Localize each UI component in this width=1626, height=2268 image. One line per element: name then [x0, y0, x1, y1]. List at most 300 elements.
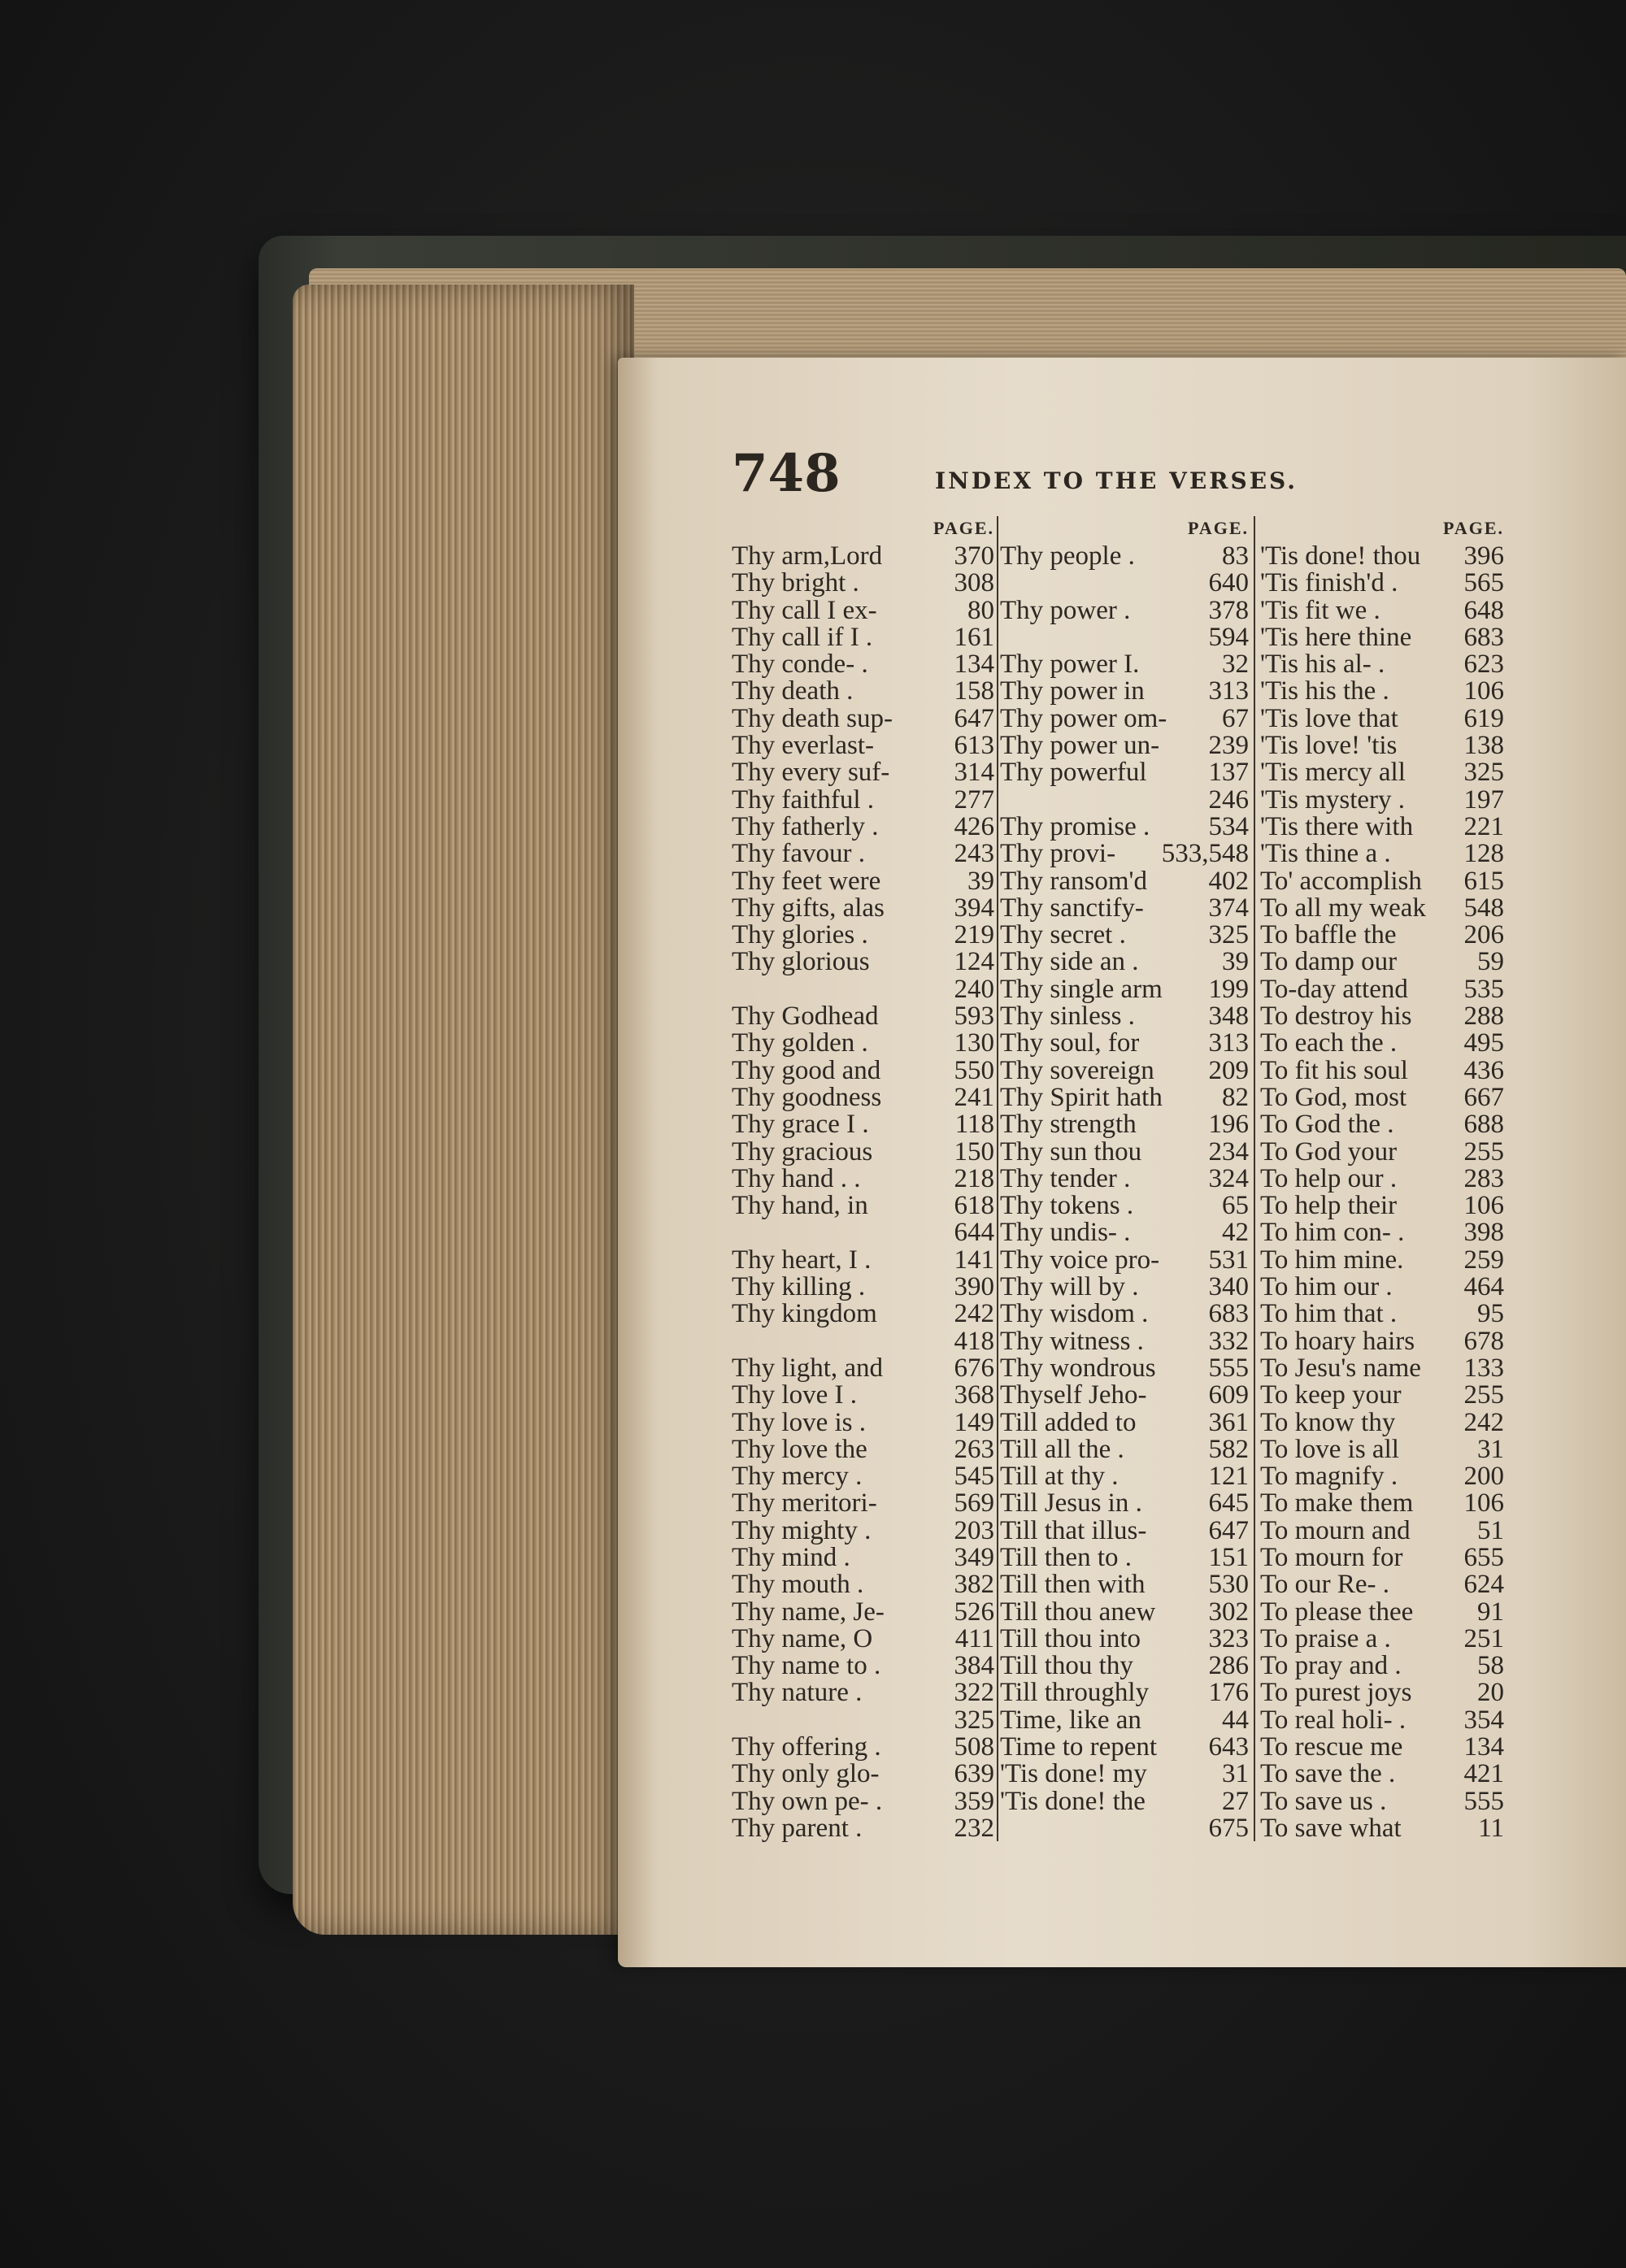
entry-page: 325: [954, 1705, 994, 1735]
book-page: [618, 358, 1626, 1967]
index-entry: [732, 841, 994, 867]
entry-page: 426: [954, 811, 994, 841]
entry-text: Thy will by .: [1000, 1274, 1139, 1301]
index-entry: [1000, 1301, 1249, 1327]
index-entry: [1260, 1788, 1504, 1815]
index-entry: [732, 1111, 994, 1138]
entry-text: Thy ransom'd: [1000, 867, 1148, 895]
entry-page: 134: [1463, 1732, 1504, 1762]
index-entry: [1260, 1136, 1504, 1167]
entry-page: 149: [954, 1407, 994, 1437]
entry-text: Thy death sup-: [732, 705, 893, 733]
entry-text: To God, most: [1260, 1084, 1407, 1112]
entry-text: To' accomplish: [1260, 867, 1422, 895]
index-entry: [732, 1490, 994, 1517]
entry-text: Thy people .: [1000, 543, 1135, 571]
entry-page: 436: [1463, 1055, 1504, 1085]
entry-text: Thy every suf-: [732, 759, 890, 787]
entry-text: To all my weak: [1260, 894, 1426, 923]
entry-page: 526: [954, 1597, 994, 1627]
entry-page: 643: [1208, 1732, 1249, 1762]
entry-page: 259: [1463, 1245, 1504, 1275]
entry-text: Thy provi-: [1000, 841, 1116, 868]
entry-page: 67: [1222, 703, 1249, 733]
entry-page: 688: [1463, 1110, 1504, 1140]
index-entry: [1000, 1274, 1249, 1301]
index-entry: [1260, 1815, 1504, 1842]
entry-page: 639: [954, 1759, 994, 1789]
entry-text: Thy power om-: [1000, 705, 1167, 733]
entry-text: Thy parent .: [732, 1814, 863, 1843]
entry-text: To fit his soul: [1260, 1057, 1408, 1084]
entry-text: To purest joys: [1260, 1679, 1412, 1707]
index-entry: [732, 868, 994, 895]
index-entry: [1260, 868, 1504, 895]
entry-text: Thy mighty .: [732, 1517, 872, 1545]
entry-page: 545: [954, 1462, 994, 1492]
entry-page: 138: [1463, 731, 1504, 761]
entry-text: To save what: [1260, 1814, 1402, 1843]
index-entry: [1000, 703, 1249, 733]
entry-page: 582: [1208, 1434, 1249, 1464]
index-entry: [732, 1193, 994, 1219]
entry-text: Till Jesus in .: [1000, 1490, 1142, 1518]
entry-page: 354: [1463, 1705, 1504, 1735]
entry-page: 615: [1463, 866, 1504, 896]
index-entry: [732, 1707, 994, 1734]
index-entry: [732, 1542, 994, 1572]
entry-page: 39: [967, 866, 994, 896]
index-entry: [1000, 976, 1249, 1003]
entry-page: 332: [1208, 1326, 1249, 1356]
index-entry: [1000, 570, 1249, 597]
page-number: 748: [732, 443, 841, 504]
entry-page: 402: [1208, 866, 1249, 896]
index-entry: [732, 1623, 994, 1653]
index-entry: [1000, 1328, 1249, 1355]
index-entry: [732, 543, 994, 570]
entry-text: Thy killing .: [732, 1274, 866, 1301]
index-entry: [732, 1030, 994, 1057]
index-entry: [1000, 1490, 1249, 1517]
entry-page: 359: [954, 1786, 994, 1816]
entry-page: 283: [1463, 1163, 1504, 1193]
entry-page: 323: [1208, 1623, 1249, 1653]
entry-page: 239: [1208, 731, 1249, 761]
entry-text: 'Tis his al- .: [1260, 651, 1385, 679]
entry-page: 31: [1477, 1434, 1504, 1464]
entry-page: 313: [1208, 1028, 1249, 1058]
entry-page: 106: [1463, 1191, 1504, 1221]
entry-text: Thy witness .: [1000, 1327, 1144, 1355]
index-entry: [732, 570, 994, 597]
entry-text: Till thou into: [1000, 1625, 1141, 1653]
entry-text: Thy call I ex-: [732, 597, 877, 624]
entry-text: Till at thy .: [1000, 1463, 1119, 1491]
entry-page: 676: [954, 1353, 994, 1383]
entry-page: 308: [954, 568, 994, 598]
entry-text: Time, like an: [1000, 1706, 1141, 1735]
index-entry: [1260, 1003, 1504, 1030]
entry-page: 530: [1208, 1570, 1249, 1600]
entry-page: 128: [1463, 839, 1504, 869]
entry-text: Thy name, Je-: [732, 1598, 885, 1626]
entry-page: 196: [1208, 1110, 1249, 1140]
index-entry: [1000, 868, 1249, 895]
entry-text: Thy powerful: [1000, 759, 1147, 787]
index-entry: [1260, 1193, 1504, 1219]
entry-text: Thy light, and: [732, 1354, 884, 1383]
index-entry: [732, 1653, 994, 1679]
index-entry: [1260, 570, 1504, 597]
index-entry: [732, 597, 994, 624]
index-entry: [1000, 949, 1249, 975]
entry-page: 647: [1208, 1515, 1249, 1545]
entry-text: Till thou thy: [1000, 1653, 1133, 1680]
index-entry: [1260, 1328, 1504, 1355]
entry-text: Thy fatherly .: [732, 813, 879, 841]
index-entry: [1260, 1463, 1504, 1490]
column-heading: PAGE.: [1188, 518, 1249, 538]
entry-text: Thy offering .: [732, 1734, 881, 1762]
entry-text: Thy faithful .: [732, 786, 875, 814]
index-entry: [1260, 1436, 1504, 1463]
entry-page: 221: [1463, 811, 1504, 841]
entry-text: Thy nature .: [732, 1679, 863, 1707]
entry-page: 384: [954, 1651, 994, 1681]
entry-text: Thy gifts, alas: [732, 894, 885, 923]
index-entry: [1260, 1571, 1504, 1598]
entry-page: 134: [954, 650, 994, 680]
entry-text: To-day attend: [1260, 975, 1408, 1004]
index-entry: [1260, 1542, 1504, 1572]
entry-page: 218: [954, 1163, 994, 1193]
index-entry: [732, 1382, 994, 1409]
index-entry: [1260, 811, 1504, 841]
index-entry: [1000, 597, 1249, 624]
entry-text: Thy mercy .: [732, 1463, 863, 1491]
entry-page: 234: [1208, 1136, 1249, 1167]
entry-text: Thy sinless .: [1000, 1003, 1135, 1031]
entry-text: Thy power I.: [1000, 651, 1140, 679]
index-entry: [732, 1247, 994, 1274]
entry-page: 374: [1208, 893, 1249, 923]
index-entry: [1260, 1163, 1504, 1193]
index-entry: [1000, 1761, 1249, 1788]
index-entry: [1260, 1515, 1504, 1545]
index-entry: [1000, 1623, 1249, 1653]
entry-text: To him con- .: [1260, 1219, 1405, 1247]
index-entry: [732, 922, 994, 949]
entry-text: To save the .: [1260, 1761, 1396, 1788]
entry-text: To help our .: [1260, 1165, 1398, 1193]
entry-page: 535: [1463, 974, 1504, 1004]
entry-page: 11: [1478, 1813, 1504, 1843]
entry-text: Thy tokens .: [1000, 1193, 1134, 1220]
entry-page: 623: [1463, 650, 1504, 680]
entry-page: 255: [1463, 1136, 1504, 1167]
entry-page: 199: [1208, 974, 1249, 1004]
index-entry: [1260, 597, 1504, 624]
entry-page: 683: [1463, 622, 1504, 652]
entry-page: 106: [1463, 676, 1504, 706]
entry-page: 548: [1463, 893, 1504, 923]
entry-page: 565: [1463, 568, 1504, 598]
index-entry: [732, 1788, 994, 1815]
index-entry: [1000, 1679, 1249, 1706]
index-entry: [1000, 1407, 1249, 1437]
index-entry: [1000, 1653, 1249, 1679]
entry-page: 325: [1463, 758, 1504, 788]
index-entry: [732, 1436, 994, 1463]
index-entry: [1260, 759, 1504, 786]
index-entry: [732, 1328, 994, 1355]
entry-page: 555: [1463, 1786, 1504, 1816]
entry-text: To pray and .: [1260, 1653, 1402, 1680]
entry-page: 302: [1208, 1597, 1249, 1627]
entry-text: Thy love I .: [732, 1382, 857, 1410]
index-entry: [732, 703, 994, 733]
entry-page: 197: [1463, 784, 1504, 815]
entry-text: 'Tis love that: [1260, 705, 1398, 733]
index-entry: [732, 732, 994, 759]
index-entry: [1000, 1436, 1249, 1463]
entry-text: Till all the .: [1000, 1436, 1124, 1464]
index-entry: [1260, 895, 1504, 922]
entry-page: 82: [1222, 1082, 1249, 1112]
entry-page: 209: [1208, 1055, 1249, 1085]
entry-page: 251: [1463, 1623, 1504, 1653]
entry-text: Thyself Jeho-: [1000, 1382, 1147, 1410]
index-entry: [1000, 543, 1249, 570]
index-entry: [732, 1599, 994, 1626]
index-entry: [732, 1463, 994, 1490]
index-entry: [1000, 732, 1249, 759]
index-entry: [1000, 1571, 1249, 1598]
entry-text: Thy name, O: [732, 1625, 873, 1653]
index-entry: [1260, 1111, 1504, 1138]
index-entry: [1260, 1355, 1504, 1382]
index-entry: [732, 1734, 994, 1761]
entry-page: 151: [1208, 1542, 1249, 1572]
entry-page: 58: [1477, 1651, 1504, 1681]
index-entry: [1260, 1407, 1504, 1437]
entry-page: 555: [1208, 1353, 1249, 1383]
entry-text: Thy Godhead: [732, 1003, 879, 1031]
entry-page: 683: [1208, 1299, 1249, 1329]
entry-page: 232: [954, 1813, 994, 1843]
entry-page: 80: [967, 595, 994, 625]
entry-text: Thy voice pro-: [1000, 1246, 1160, 1275]
entry-page: 242: [954, 1299, 994, 1329]
entry-page: 361: [1208, 1407, 1249, 1437]
index-entry: [1000, 651, 1249, 678]
entry-page: 613: [954, 731, 994, 761]
entry-page: 624: [1463, 1570, 1504, 1600]
entry-page: 398: [1463, 1218, 1504, 1248]
entry-text: To mourn and: [1260, 1517, 1411, 1545]
entry-page: 411: [954, 1623, 994, 1653]
entry-text: 'Tis there with: [1260, 813, 1414, 841]
entry-page: 255: [1463, 1380, 1504, 1410]
entry-page: 313: [1208, 676, 1249, 706]
index-entry: [1000, 784, 1249, 815]
entry-text: Thy glories .: [732, 922, 868, 949]
entry-text: To praise a .: [1260, 1625, 1391, 1653]
entry-text: Till added to: [1000, 1409, 1137, 1436]
entry-page: 240: [954, 974, 994, 1004]
entry-page: 44: [1222, 1705, 1249, 1735]
index-entry: [732, 1679, 994, 1706]
entry-text: To make them: [1260, 1490, 1414, 1518]
entry-page: 325: [1208, 920, 1249, 950]
entry-page: 619: [1463, 703, 1504, 733]
entry-text: 'Tis his the .: [1260, 678, 1389, 706]
entry-page: 647: [954, 703, 994, 733]
index-entry: [1260, 1247, 1504, 1274]
index-entry: [1260, 732, 1504, 759]
entry-text: Till throughly: [1000, 1679, 1150, 1707]
entry-text: Thy call if I .: [732, 623, 873, 652]
index-entry: [732, 651, 994, 678]
entry-text: Thy love is .: [732, 1409, 866, 1436]
entry-page: 508: [954, 1732, 994, 1762]
index-entry: [1000, 678, 1249, 705]
entry-text: To our Re- .: [1260, 1571, 1389, 1599]
entry-text: 'Tis mystery .: [1260, 786, 1406, 814]
index-entry: [1000, 1163, 1249, 1193]
entry-text: To God your: [1260, 1138, 1398, 1166]
entry-text: Thy arm,Lord: [732, 543, 883, 571]
entry-text: Thy sanctify-: [1000, 894, 1144, 923]
index-entry: [1260, 976, 1504, 1003]
index-entry: [732, 1301, 994, 1327]
entry-text: Thy tender .: [1000, 1165, 1131, 1193]
entry-text: Thy heart, I .: [732, 1246, 872, 1275]
entry-page: 51: [1477, 1515, 1504, 1545]
entry-page: 141: [954, 1245, 994, 1275]
entry-text: 'Tis done! the: [1000, 1788, 1146, 1815]
index-entry: [1260, 1599, 1504, 1626]
index-entry: [732, 1136, 994, 1167]
index-entry: [1260, 1382, 1504, 1409]
entry-text: 'Tis thine a .: [1260, 841, 1391, 868]
index-entry: [1260, 1653, 1504, 1679]
index-entry: [1000, 1707, 1249, 1734]
entry-page: 203: [954, 1515, 994, 1545]
index-entry: [732, 1355, 994, 1382]
entry-page: 569: [954, 1488, 994, 1519]
index-entry: [1260, 703, 1504, 733]
entry-text: To keep your: [1260, 1382, 1402, 1410]
index-entry: [732, 1407, 994, 1437]
entry-page: 246: [1208, 784, 1249, 815]
entry-text: Thy own pe- .: [732, 1788, 883, 1815]
column-rule: [997, 516, 998, 1841]
entry-text: Thy wisdom .: [1000, 1301, 1149, 1328]
entry-text: Thy undis- .: [1000, 1219, 1131, 1247]
index-entry: [1000, 1515, 1249, 1545]
index-entry: [1000, 1734, 1249, 1761]
entry-page: 655: [1463, 1542, 1504, 1572]
entry-page: 133: [1463, 1353, 1504, 1383]
entry-text: Thy power .: [1000, 597, 1131, 624]
index-entry: [1000, 1136, 1249, 1167]
page-header: [732, 443, 1545, 516]
entry-page: 130: [954, 1028, 994, 1058]
index-entry: [1000, 841, 1249, 867]
entry-page: 20: [1477, 1678, 1504, 1708]
entry-text: To real holi- .: [1260, 1706, 1406, 1735]
index-entry: [1260, 1734, 1504, 1761]
index-entry: [1260, 543, 1504, 570]
entry-page: 593: [954, 1001, 994, 1032]
entry-page: 83: [1222, 541, 1249, 571]
entry-page: 118: [954, 1110, 994, 1140]
column-rule: [1254, 516, 1255, 1841]
entry-page: 594: [1208, 622, 1249, 652]
entry-text: 'Tis fit we .: [1260, 597, 1380, 624]
entry-text: Till that illus-: [1000, 1517, 1147, 1545]
entry-page: 618: [954, 1191, 994, 1221]
entry-page: 667: [1463, 1082, 1504, 1112]
entry-text: Thy only glo-: [732, 1761, 880, 1788]
index-entry: [1000, 922, 1249, 949]
entry-text: 'Tis done! my: [1000, 1761, 1147, 1788]
entry-text: To know thy: [1260, 1409, 1396, 1436]
entry-page: 39: [1222, 947, 1249, 977]
index-entry: [1260, 1219, 1504, 1246]
entry-page: 286: [1208, 1651, 1249, 1681]
entry-text: Thy strength: [1000, 1111, 1137, 1139]
entry-page: 648: [1463, 595, 1504, 625]
entry-text: Thy power un-: [1000, 732, 1160, 760]
entry-page: 32: [1222, 650, 1249, 680]
index-entry: [1260, 1761, 1504, 1788]
entry-text: Thy favour .: [732, 841, 866, 868]
entry-page: 42: [1222, 1218, 1249, 1248]
entry-text: Thy bright .: [732, 570, 859, 597]
entry-page: 277: [954, 784, 994, 815]
entry-text: Thy sun thou: [1000, 1138, 1142, 1166]
entry-page: 382: [954, 1570, 994, 1600]
entry-text: Thy grace I .: [732, 1111, 869, 1139]
entry-page: 675: [1208, 1813, 1249, 1843]
index-entry: [1260, 1623, 1504, 1653]
entry-page: 95: [1477, 1299, 1504, 1329]
entry-page: 31: [1222, 1759, 1249, 1789]
entry-page: 124: [954, 947, 994, 977]
entry-page: 645: [1208, 1488, 1249, 1519]
index-entry: [1260, 651, 1504, 678]
entry-text: Thy everlast-: [732, 732, 875, 760]
index-entry: [1000, 1084, 1249, 1111]
index-entry: [732, 1084, 994, 1111]
entry-text: Thy secret .: [1000, 922, 1126, 949]
entry-text: 'Tis mercy all: [1260, 759, 1406, 787]
entry-text: Thy goodness: [732, 1084, 882, 1112]
running-title: INDEX TO THE VERSES.: [935, 467, 1298, 494]
entry-text: Thy love the: [732, 1436, 867, 1464]
entry-page: 91: [1477, 1597, 1504, 1627]
index-entry: [732, 1055, 994, 1085]
index-entry: [732, 759, 994, 786]
entry-page: 59: [1477, 947, 1504, 977]
entry-text: 'Tis done! thou: [1260, 543, 1421, 571]
entry-page: 370: [954, 541, 994, 571]
entry-text: To him our .: [1260, 1274, 1393, 1301]
index-entry: [1260, 1707, 1504, 1734]
